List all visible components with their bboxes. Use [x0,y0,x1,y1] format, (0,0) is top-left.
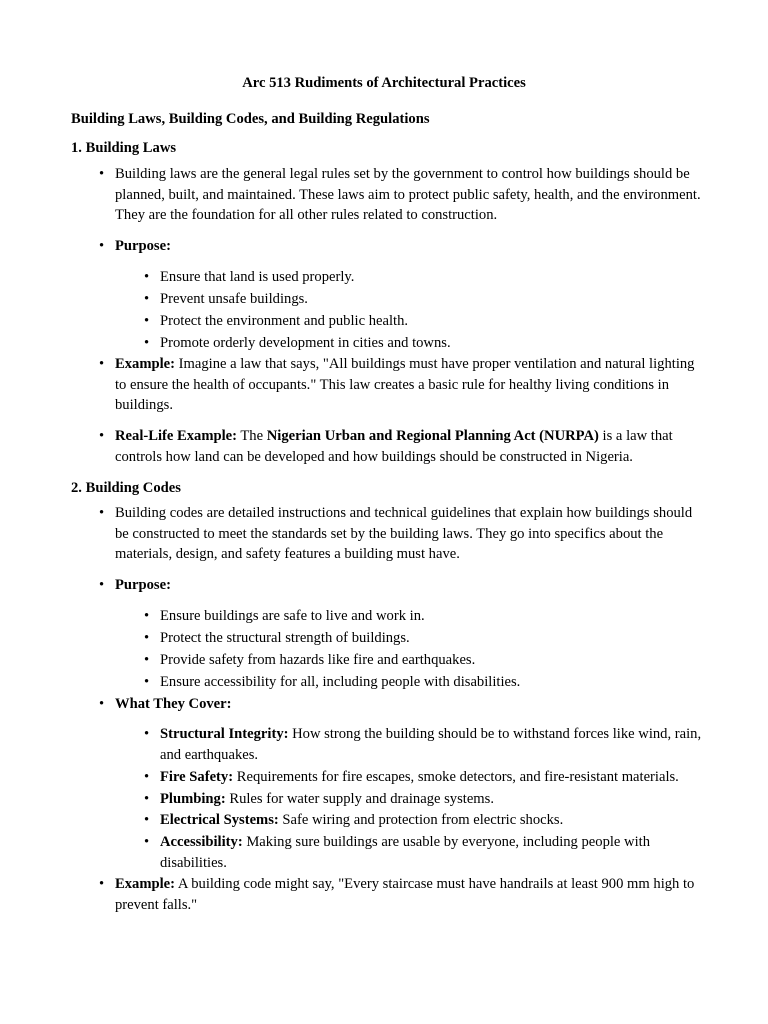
cover-item-text: Safe wiring and protection from electric shocks. [278,812,564,828]
cover-item-label: Structural Integrity: [160,726,289,742]
list-item [115,694,705,715]
section-heading-building-codes: 2. Building Codes [71,480,181,496]
cover-item-label: Electrical Systems: [160,812,279,828]
real-life-bold: Nigerian Urban and Regional Planning Act (NURPA) [266,428,599,444]
list-item: • Ensure accessibility for all, including people with disabilities. [160,672,705,693]
example-label: Example: [115,876,175,892]
list-item: • Ensure buildings are safe to live and work in. [160,606,705,627]
example-text: A building code might say, "Every staircase must have handrails at least 900 mm high to prevent falls." [115,876,695,913]
list-item [160,724,705,765]
list-item [115,503,705,565]
cover-item-text: Requirements for fire escapes, smoke detectors, and fire-resistant materials. [233,769,679,785]
section-heading-building-laws: 1. Building Laws [71,140,177,156]
purpose-label: Purpose: [115,238,171,254]
list-item [160,810,705,831]
paragraph-text: Building codes are detailed instructions and technical guidelines that explain how buildings should be constructed to meet the standards set by the building laws. They go into specifics about the materials, design, and safety features a building must have. [115,505,693,563]
cover-item-label: Plumbing: [160,791,226,807]
list-item: • Protect the structural strength of buildings. [160,628,705,649]
list-item [115,426,705,467]
list-item: • Prevent unsafe buildings. [160,289,705,310]
real-life-post: is a law that controls how land can be developed and how buildings should be constructed in Nigeria. [115,428,673,465]
purpose-label: Purpose: [115,577,171,593]
list-item [160,832,705,873]
list-item: • Protect the environment and public health. [160,311,705,332]
list-item [160,789,705,810]
list-item [115,575,705,596]
cover-item-text: How strong the building should be to withstand forces like wind, rain, and earthquakes. [160,726,702,763]
list-item [115,164,705,226]
paragraph-text: Building laws are the general legal rules set by the government to control how buildings should be planned, built, and maintained. These laws aim to protect public safety, health, and the environment. They are the foundation for all other rules related to construction. [115,166,701,224]
list-item [115,354,705,416]
list-item: • Promote orderly development in cities and towns. [160,333,705,354]
list-item [160,767,705,788]
document-title: Arc 513 Rudiments of Architectural Practices [242,75,526,91]
example-text: Imagine a law that says, "All buildings must have proper ventilation and natural lighting to ensure the health of occupants." This law creates a basic rule for healthy living conditions in buildings. [115,356,695,414]
cover-item-text: Making sure buildings are usable by everyone, including people with disabilities. [160,834,651,871]
cover-item-text: Rules for water supply and drainage systems. [225,791,494,807]
cover-item-label: Accessibility: [160,834,243,850]
cover-label: What They Cover: [115,696,232,712]
real-life-pre: The [237,428,267,444]
list-item [115,236,705,257]
document-subtitle: Building Laws, Building Codes, and Building Regulations [71,111,430,127]
cover-item-label: Fire Safety: [160,769,234,785]
example-label: Example: [115,356,175,372]
list-item: • Ensure that land is used properly. [160,267,705,288]
real-life-label: Real-Life Example: [115,428,237,444]
list-item: • Provide safety from hazards like fire and earthquakes. [160,650,705,671]
list-item [115,874,705,915]
